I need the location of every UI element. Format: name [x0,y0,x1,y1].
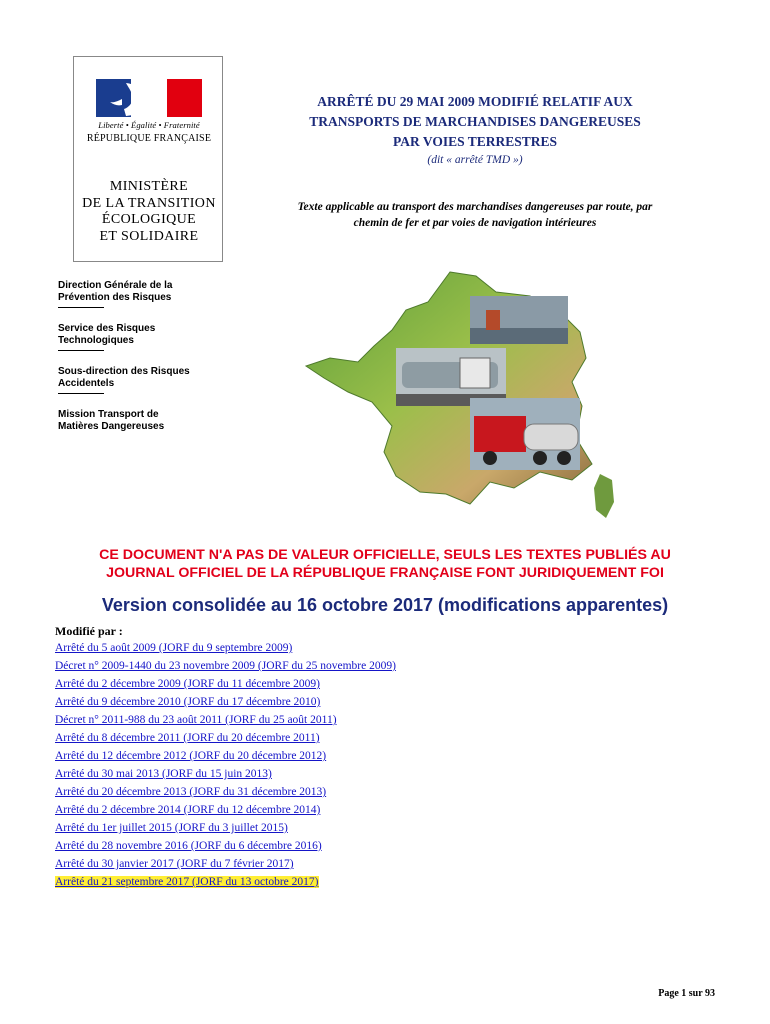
service-divider [58,307,208,323]
modification-link-latest[interactable]: Arrêté du 21 septembre 2017 (JORF du 13 octobre 2017) [55,876,319,888]
consolidated-version-heading: Version consolidée au 16 octobre 2017 (modifications apparentes) [101,595,669,615]
list-item [55,748,396,766]
france-transport-map-illustration [300,266,630,526]
list-item [55,784,396,802]
modification-link[interactable]: Arrêté du 12 décembre 2012 (JORF du 20 décembre 2012) [55,750,327,762]
title-line: PAR VOIES TERRESTRES [392,134,558,149]
list-item [55,658,396,676]
republic-motto: Liberté • Égalité • Fraternité [98,120,200,130]
ministry-name [74,179,224,245]
service-line: Matières Dangereuses [58,420,165,432]
ministry-name-line: DE LA TRANSITION [82,195,216,211]
page-number: Page 1 sur 93 [658,988,715,999]
warning-line: JOURNAL OFFICIEL DE LA RÉPUBLIQUE FRANÇAISE FONT JURIDIQUEMENT FOI [106,565,664,581]
official-value-warning [40,546,730,582]
services-list [58,280,208,432]
service-line: Direction Générale de la [58,280,173,291]
modification-link[interactable]: Arrêté du 9 décembre 2010 (JORF du 17 décembre 2010) [55,696,321,708]
list-item [55,838,396,856]
list-item [55,766,396,784]
corsica-shape [594,474,614,518]
list-item-highlighted [55,874,396,892]
modified-by-label: Modifié par : [55,624,123,638]
title-line: TRANSPORTS DE MARCHANDISES DANGEREUSES [309,114,641,129]
modification-link[interactable]: Arrêté du 2 décembre 2014 (JORF du 12 décembre 2014) [55,804,321,816]
ministry-name-line: MINISTÈRE [109,179,189,194]
applicability-line: chemin de fer et par voies de navigation intérieures [353,217,597,229]
list-item [55,676,396,694]
warning-line: CE DOCUMENT N'A PAS DE VALEUR OFFICIELLE, SEULS LES TEXTES PUBLIÉS AU [99,547,671,563]
modification-link[interactable]: Arrêté du 30 mai 2013 (JORF du 15 juin 2013) [55,768,272,780]
list-item [55,640,396,658]
list-item [55,694,396,712]
applicability-line: Texte applicable au transport des marchandises dangereuses par route, par [297,201,653,213]
modification-link[interactable]: Arrêté du 30 janvier 2017 (JORF du 7 février 2017) [55,858,294,870]
service-line: Accidentels [58,377,115,389]
service-line: Service des Risques [58,323,156,334]
modification-link[interactable]: Arrêté du 5 août 2009 (JORF du 9 septembre 2009) [55,642,293,654]
republique-francaise-label: RÉPUBLIQUE FRANÇAISE [86,133,212,144]
list-item [55,802,396,820]
modification-link[interactable]: Arrêté du 2 décembre 2009 (JORF du 11 décembre 2009) [55,678,320,690]
service-line: Technologiques [58,334,134,346]
modifications-list [55,640,396,892]
document-subtitle: (dit « arrêté TMD ») [427,154,523,166]
modification-link[interactable]: Arrêté du 28 novembre 2016 (JORF du 6 décembre 2016) [55,840,322,852]
modification-link[interactable]: Décret n° 2009-1440 du 23 novembre 2009 (JORF du 25 novembre 2009) [55,660,396,672]
ministry-name-line: ÉCOLOGIQUE [101,212,197,227]
applicability-statement [240,199,710,231]
title-line: ARRÊTÉ DU 29 MAI 2009 MODIFIÉ RELATIF AUX [317,94,633,109]
service-line: Prévention des Risques [58,291,172,303]
list-item [55,730,396,748]
modification-link[interactable]: Arrêté du 1er juillet 2015 (JORF du 3 juillet 2015) [55,822,288,834]
modification-link[interactable]: Arrêté du 8 décembre 2011 (JORF du 20 décembre 2011) [55,732,320,744]
service-divider [58,393,208,409]
list-item [55,820,396,838]
document-title [240,92,710,166]
service-line: Mission Transport de [58,409,159,420]
ministry-name-line: ET SOLIDAIRE [99,228,199,244]
modification-link[interactable]: Décret n° 2011-988 du 23 août 2011 (JORF du 25 août 2011) [55,714,337,726]
marianne-emblem-icon [96,79,202,117]
service-line: Sous-direction des Risques [58,366,190,377]
list-item [55,856,396,874]
modification-link[interactable]: Arrêté du 20 décembre 2013 (JORF du 31 décembre 2013) [55,786,327,798]
service-divider [58,350,208,366]
list-item [55,712,396,730]
ministry-logo [73,56,223,262]
